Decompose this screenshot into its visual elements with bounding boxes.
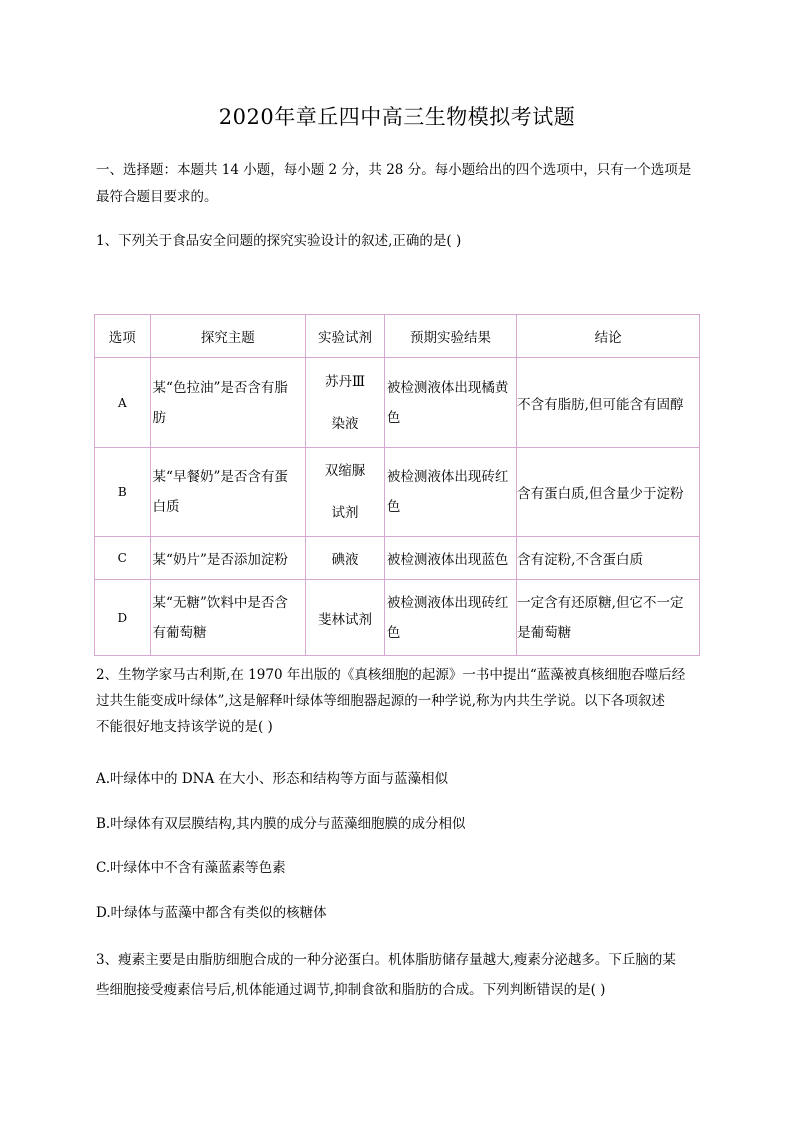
question-2-line: 过共生能变成叶绿体”,这是解释叶绿体等细胞器起源的一种学说,称为内共生学说。以下各项叙述 [96, 693, 665, 709]
topic-cell [150, 448, 306, 537]
question-2 [96, 662, 700, 740]
table-row [95, 358, 700, 448]
reagent-cell [306, 358, 385, 448]
conclusion-cell [517, 358, 700, 448]
conclusion-line: 一定含有还原糖,但它不一定 [517, 594, 684, 611]
section-intro [96, 158, 700, 209]
result-line: 被检测液体出现橘黄 [386, 379, 509, 396]
reagent-cell [306, 448, 385, 537]
reagent-line: 苏丹Ⅲ [324, 373, 365, 390]
option-label: C [95, 537, 151, 580]
conclusion-line: 是葡萄糖 [517, 624, 572, 641]
conclusion-line: 含有淀粉,不含蛋白质 [517, 552, 643, 568]
topic-line: 某“早餐奶”是否含有蛋 [152, 469, 288, 485]
option-label: A [95, 358, 151, 448]
topic-line: 白质 [152, 499, 180, 515]
topic-line: 有葡萄糖 [152, 624, 207, 641]
question-1: 1、下列关于食品安全问题的探究实验设计的叙述,正确的是( ) [96, 233, 462, 249]
question-2-line: 不能很好地支持该学说的是( ) [96, 719, 273, 735]
topic-cell [150, 358, 306, 448]
table-row [95, 580, 700, 656]
topic-line: 某“无糖”饮料中是否含 [152, 594, 288, 611]
header-topic: 探究主题 [150, 315, 306, 358]
conclusion-line: 不含有脂肪,但可能含有固醇 [517, 396, 684, 413]
table-header-row [95, 315, 700, 358]
result-line: 被检测液体出现砖红 [386, 594, 509, 611]
question-2-option-a: A.叶绿体中的 DNA 在大小、形态和结构等方面与蓝藻相似 [96, 771, 449, 787]
result-line: 色 [386, 499, 401, 515]
conclusion-cell [517, 537, 700, 580]
question-2-option-b: B.叶绿体有双层膜结构,其内膜的成分与蓝藻细胞膜的成分相似 [96, 816, 466, 832]
header-option: 选项 [95, 315, 151, 358]
topic-cell [150, 580, 306, 656]
topic-cell: 某“奶片”是否添加淀粉 [150, 537, 306, 580]
result-line: 色 [386, 409, 401, 426]
conclusion-cell [517, 448, 700, 537]
question-3-line: 3、瘦素主要是由脂肪细胞合成的一种分泌蛋白。机体脂肪储存量越大,瘦素分泌越多。下丘脑的某 [96, 952, 676, 968]
result-line: 色 [386, 624, 401, 641]
question-2-line: 2、生物学家马古利斯,在 1970 年出版的《真核细胞的起源》一书中提出“蓝藻被真核细胞吞噬后经 [96, 667, 686, 683]
reagent-line: 双缩脲 [324, 463, 366, 479]
result-line: 被检测液体出现砖红 [386, 469, 509, 485]
section-intro-line: 一、选择题：本题共 14 小题，每小题 2 分，共 28 分。每小题给出的四个选项中，只有一个选项是 [96, 162, 692, 178]
reagent-cell: 碘液 [306, 537, 385, 580]
question-2-option-d: D.叶绿体与蓝藻中都含有类似的核糖体 [96, 905, 327, 921]
header-reagent: 实验试剂 [306, 315, 385, 358]
option-label: D [95, 580, 151, 656]
result-cell: 被检测液体出现蓝色 [384, 537, 516, 580]
conclusion-cell [517, 580, 700, 656]
header-conclusion: 结论 [517, 315, 700, 358]
reagent-line: 试剂 [331, 505, 359, 521]
table-row [95, 448, 700, 537]
topic-line: 肪 [152, 409, 167, 426]
option-label: B [95, 448, 151, 537]
question-1-table [94, 314, 700, 656]
header-result: 预期实验结果 [384, 315, 516, 358]
question-2-option-c: C.叶绿体中不含有藻蓝素等色素 [96, 860, 286, 876]
question-3 [96, 945, 700, 1005]
table-row [95, 537, 700, 580]
result-cell [384, 358, 516, 448]
reagent-line: 染液 [331, 415, 359, 432]
topic-line: 某“色拉油”是否含有脂 [152, 379, 288, 396]
conclusion-line: 含有蛋白质,但含量少于淀粉 [517, 486, 684, 502]
section-intro-line: 最符合题目要求的。 [96, 189, 218, 205]
reagent-cell: 斐林试剂 [306, 580, 385, 656]
result-cell [384, 448, 516, 537]
result-cell [384, 580, 516, 656]
page-title: 2020年章丘四中高三生物模拟考试题 [218, 105, 576, 129]
question-3-line: 些细胞接受瘦素信号后,机体能通过调节,抑制食欲和脂肪的合成。下列判断错误的是( ) [96, 982, 606, 998]
